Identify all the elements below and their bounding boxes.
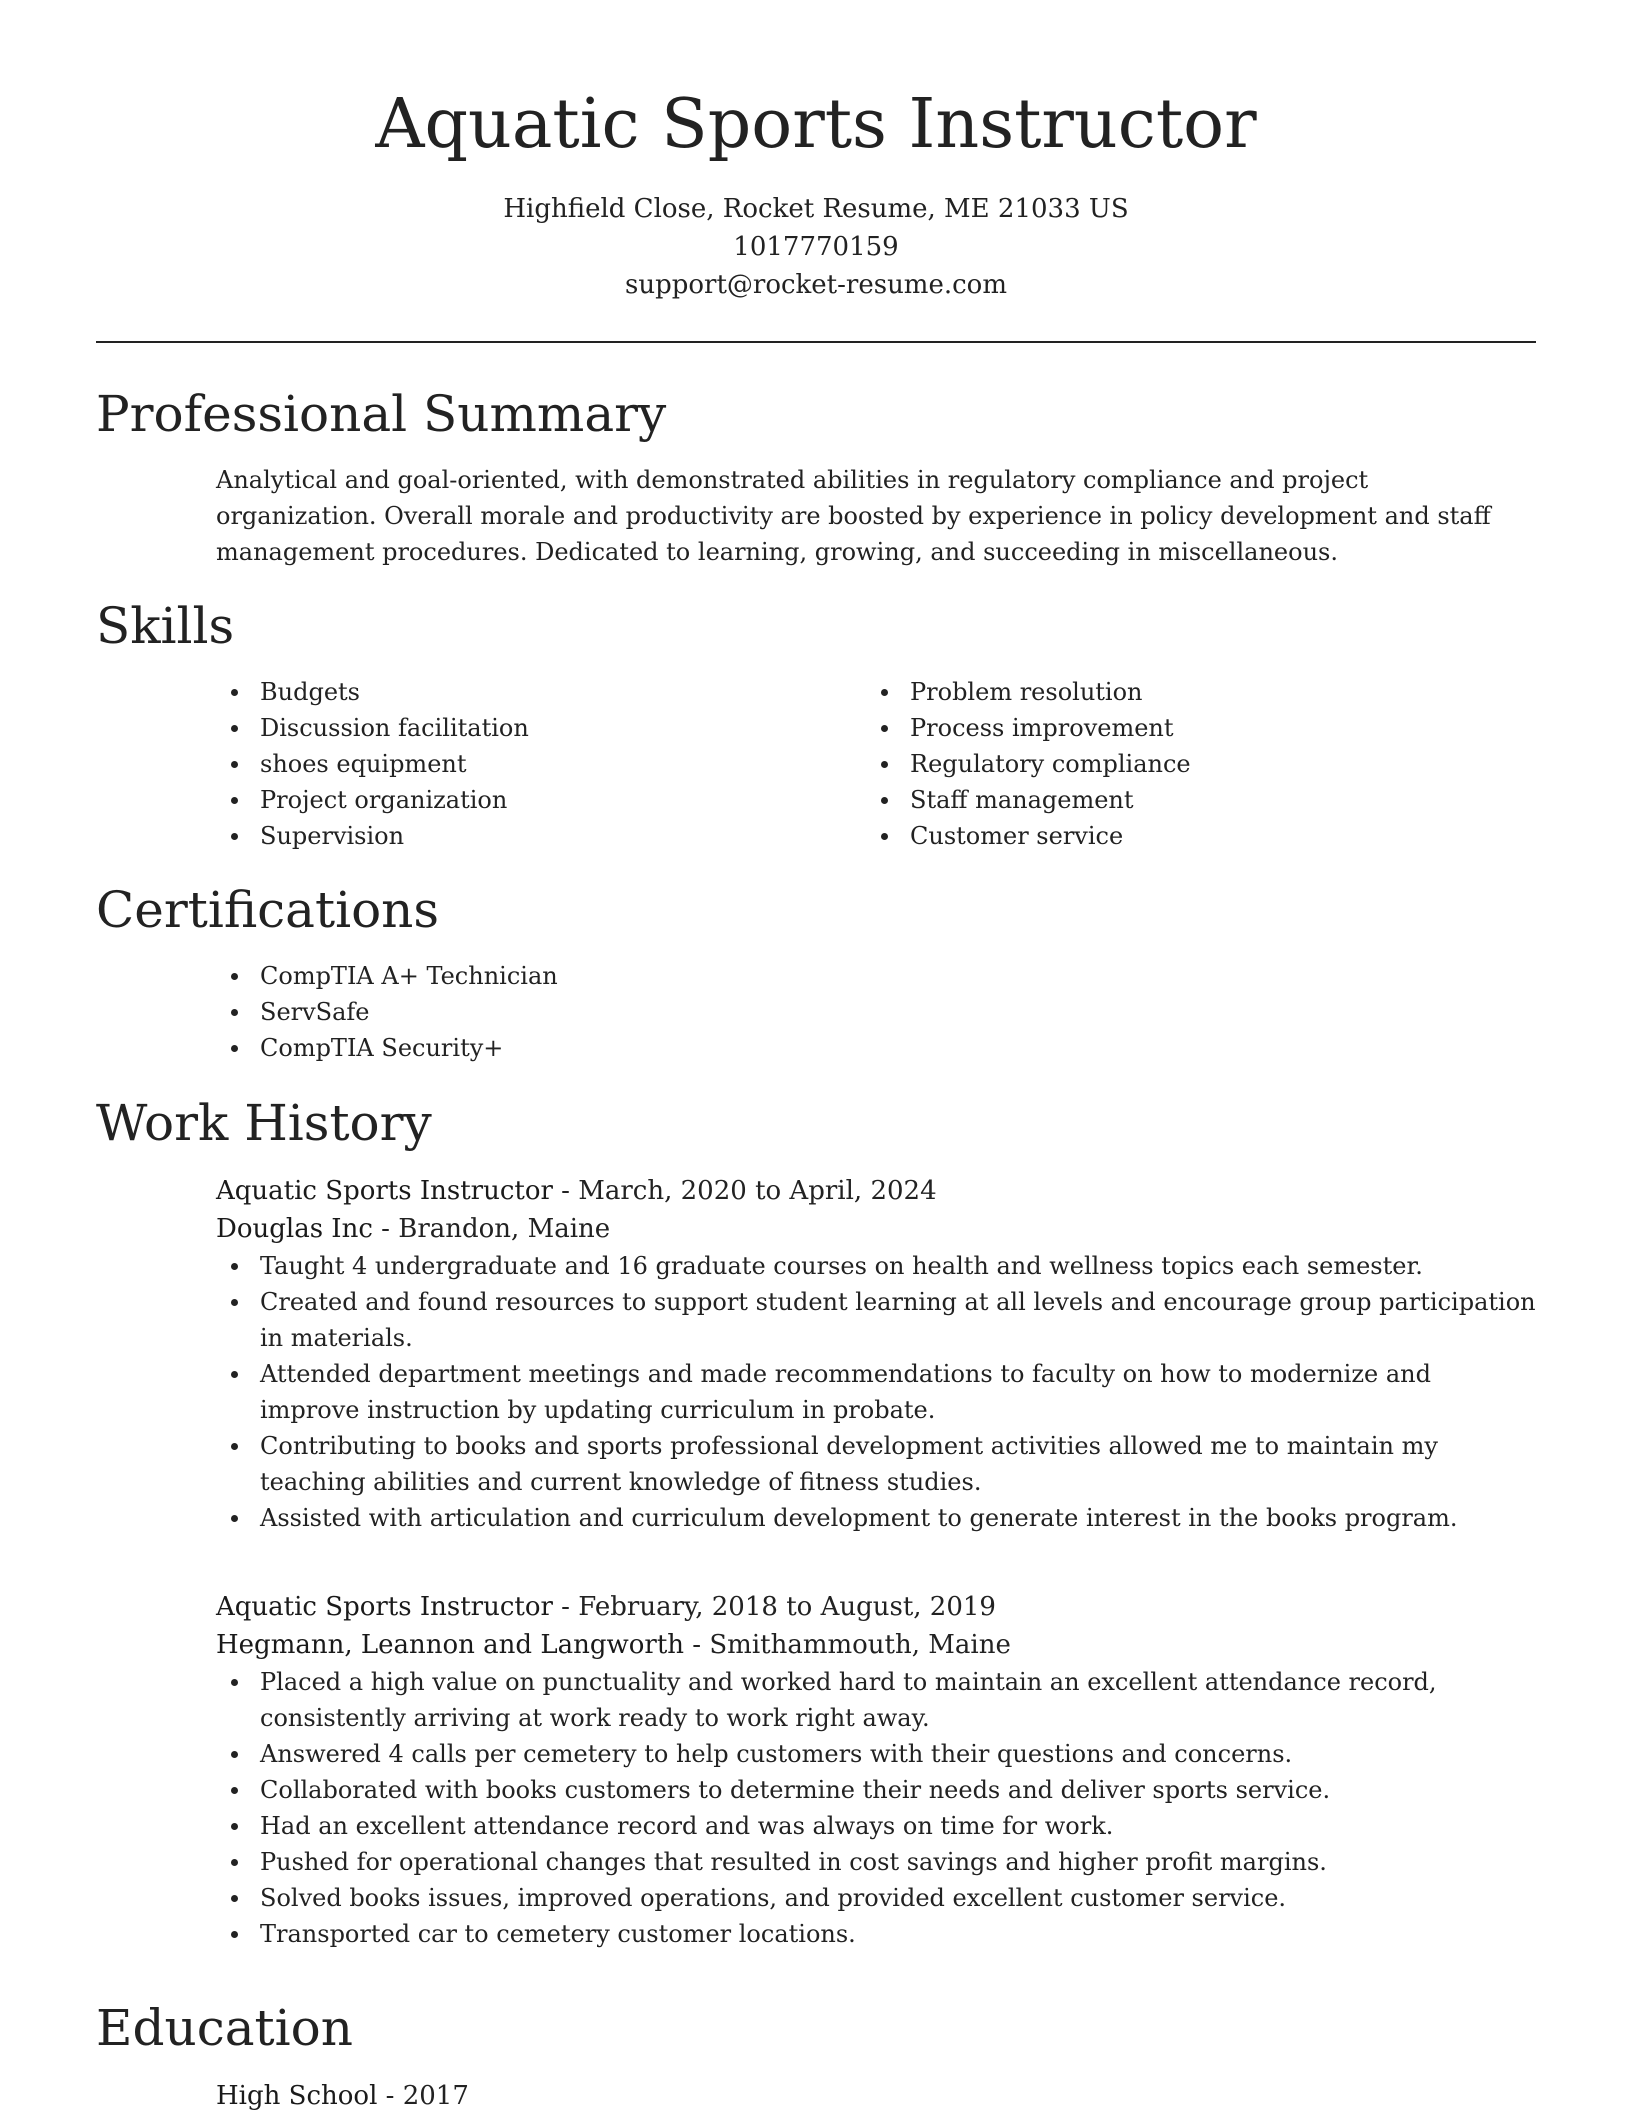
job-duty: Placed a high value on punctuality and worked hard to maintain an excellent attendance record, consistently arriving at work ready to work right away. [216,1664,1536,1736]
summary-heading: Professional Summary [96,385,667,443]
job-duty: Created and found resources to support student learning at all levels and encourage group participation in materials. [216,1284,1536,1356]
job-duties-list [216,1248,1536,1536]
job-duty: Transported car to cemetery customer locations. [216,1916,1536,1952]
contact-email: support@rocket-resume.com [624,270,1007,300]
certifications-list [216,958,1536,1066]
job-duty: Assisted with articulation and curriculum development to generate interest in the books program. [216,1500,1536,1536]
job-duty: Had an excellent attendance record and was always on time for work. [216,1808,1536,1844]
job-company-line [216,1626,1536,1664]
skill-item: shoes equipment [216,746,856,782]
job-title-line [216,1172,1536,1210]
separator: - [552,1176,579,1206]
certifications-block [216,958,1536,1066]
job-duty: Pushed for operational changes that resulted in cost savings and higher profit margins. [216,1844,1536,1880]
work-history-heading: Work History [96,1094,432,1152]
job-duty: Attended department meetings and made recommendations to faculty on how to modernize and improve instruction by updating curriculum in probate. [216,1356,1536,1428]
skill-item: Project organization [216,782,856,818]
separator: - [377,2081,403,2111]
job-company: Hegmann, Leannon and Langworth [216,1630,685,1660]
skill-item: Supervision [216,818,856,854]
summary-text: Analytical and goal-oriented, with demonstrated abilities in regulatory compliance and project organization. Overall morale and productivity are boosted by experience in policy development and staff management procedures. Dedicated to learning, growing, and succeeding in miscellaneous. [216,466,1491,566]
skills-list-right [866,674,1536,854]
candidate-name: Aquatic Sports Instructor [375,85,1257,164]
job-location: Brandon, Maine [398,1214,611,1244]
job-title-line [216,1588,1536,1626]
skill-item: Problem resolution [866,674,1536,710]
job-title: Aquatic Sports Instructor [216,1592,553,1622]
skills-column-right [866,674,1536,854]
contact-phone: 1017770159 [733,232,899,262]
job-duty: Collaborated with books customers to determine their needs and deliver sports service. [216,1772,1536,1808]
job-duty: Answered 4 calls per cemetery to help customers with their questions and concerns. [216,1736,1536,1772]
separator: - [552,1592,579,1622]
job-entry [216,1172,1536,1536]
header-divider [96,341,1536,343]
job-duty: Solved books issues, improved operations, and provided excellent customer service. [216,1880,1536,1916]
job-title: Aquatic Sports Instructor [216,1176,553,1206]
education-entry [216,2077,1536,2112]
skill-item: Customer service [866,818,1536,854]
skills-column-left [216,674,856,854]
education-degree: High School [216,2081,378,2111]
skill-item: Staff management [866,782,1536,818]
job-company-line [216,1210,1536,1248]
skill-item: Budgets [216,674,856,710]
job-duty: Contributing to books and sports professional development activities allowed me to maintain my teaching abilities and current knowledge of fitness studies. [216,1428,1536,1500]
skill-item: Regulatory compliance [866,746,1536,782]
job-duties-list [216,1664,1536,1952]
resume-header [96,80,1536,304]
job-duty: Taught 4 undergraduate and 16 graduate courses on health and wellness topics each semester. [216,1248,1536,1284]
certification-item: ServSafe [216,994,1536,1030]
certification-item: CompTIA Security+ [216,1030,1536,1066]
contact-address: Highfield Close, Rocket Resume, ME 21033 US [503,194,1129,224]
skill-item: Discussion facilitation [216,710,856,746]
job-company: Douglas Inc [216,1214,373,1244]
separator: - [684,1630,710,1660]
separator: - [372,1214,399,1244]
job-entry [216,1588,1536,1952]
skill-item: Process improvement [866,710,1536,746]
certification-item: CompTIA A+ Technician [216,958,1536,994]
job-dates: February, 2018 to August, 2019 [578,1592,996,1622]
job-location: Smithammouth, Maine [709,1630,1011,1660]
education-year: 2017 [402,2081,469,2111]
job-dates: March, 2020 to April, 2024 [578,1176,937,1206]
education-heading: Education [96,1999,353,2057]
skills-heading: Skills [96,597,235,655]
certifications-heading: Certifications [96,881,440,939]
skills-list-left [216,674,856,854]
